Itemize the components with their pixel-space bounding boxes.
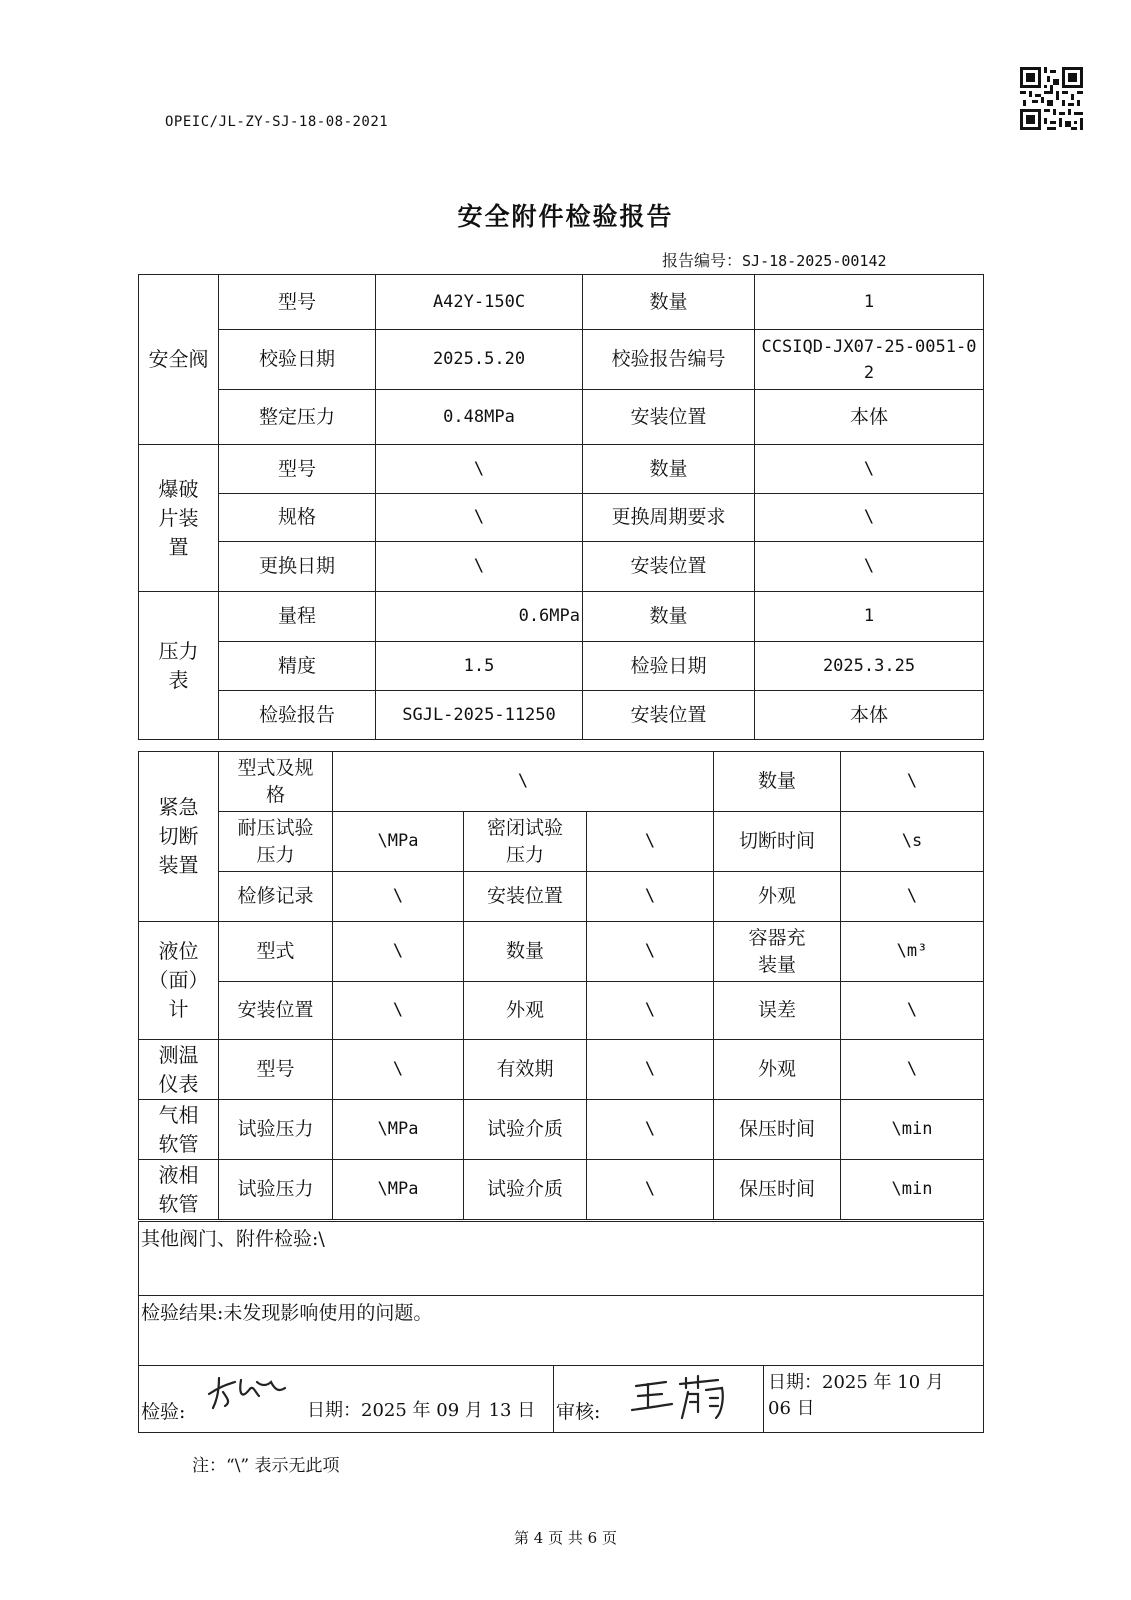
- liquid-hose-test-pressure-label: 试验压力: [219, 1160, 333, 1220]
- inspector-date: 日期：2025 年 09 月 13 日: [307, 1400, 536, 1421]
- pressure-gauge-position-label: 安装位置: [583, 691, 755, 740]
- report-number: [662, 248, 887, 271]
- pressure-gauge-report-value: SGJL-2025-11250: [376, 691, 583, 740]
- safety-valve-model-label: 型号: [219, 275, 376, 330]
- inspection-result-text: 检验结果:未发现影响使用的问题。: [139, 1296, 984, 1366]
- rupture-disc-model-value: \: [376, 445, 583, 494]
- emergency-cutoff-appearance-label: 外观: [714, 872, 841, 922]
- report-number-label: 报告编号：: [662, 251, 743, 270]
- gas-hose-test-pressure-label: 试验压力: [219, 1100, 333, 1160]
- liquid-hose-hold-label: 保压时间: [714, 1160, 841, 1220]
- rupture-disc-qty-label: 数量: [583, 445, 755, 494]
- level-gauge-type-value: \: [333, 922, 464, 982]
- thermometer-appearance-label: 外观: [714, 1040, 841, 1100]
- footnote: 注：“\” 表示无此项: [192, 1456, 340, 1476]
- thermometer-valid-value: \: [587, 1040, 714, 1100]
- emergency-cutoff-withstand-label: 耐压试验压力: [219, 812, 333, 872]
- level-gauge-error-value: \: [841, 982, 984, 1040]
- safety-valve-report-label: 校验报告编号: [583, 330, 755, 390]
- safety-valve-pressure-value: 0.48MPa: [376, 390, 583, 445]
- thermometer-appearance-value: \: [841, 1040, 984, 1100]
- rupture-disc-spec-label: 规格: [219, 494, 376, 542]
- emergency-cutoff-type-label: 型式及规格: [219, 752, 333, 812]
- pressure-gauge-range-value: 0.6MPa: [376, 592, 583, 642]
- gas-hose-category: 气相软管: [139, 1100, 219, 1160]
- level-gauge-category: 液位（面）计: [139, 922, 219, 1040]
- reviewer-date-cell: [764, 1366, 984, 1433]
- emergency-cutoff-type-value: \: [333, 752, 714, 812]
- gas-hose-hold-label: 保压时间: [714, 1100, 841, 1160]
- other-inspection-text: 其他阀门、附件检验:\: [139, 1222, 984, 1296]
- page-footer: 第 4 页 共 6 页: [514, 1529, 617, 1547]
- safety-valve-qty-value: 1: [755, 275, 984, 330]
- safety-valve-position-value: 本体: [755, 390, 984, 445]
- accessory-table-upper: [138, 274, 984, 740]
- pressure-gauge-qty-value: 1: [755, 592, 984, 642]
- level-gauge-position-value: \: [333, 982, 464, 1040]
- safety-valve-category: 安全阀: [139, 275, 219, 445]
- thermometer-model-label: 型号: [219, 1040, 333, 1100]
- emergency-cutoff-position-value: \: [587, 872, 714, 922]
- gas-hose-medium-label: 试验介质: [464, 1100, 587, 1160]
- safety-valve-qty-label: 数量: [583, 275, 755, 330]
- conclusion-table: [138, 1221, 984, 1433]
- emergency-cutoff-time-label: 切断时间: [714, 812, 841, 872]
- liquid-hose-category: 液相软管: [139, 1160, 219, 1220]
- safety-valve-date-label: 校验日期: [219, 330, 376, 390]
- gas-hose-test-pressure-value: \MPa: [333, 1100, 464, 1160]
- gas-hose-medium-value: \: [587, 1100, 714, 1160]
- level-gauge-fill-label: 容器充装量: [714, 922, 841, 982]
- rupture-disc-model-label: 型号: [219, 445, 376, 494]
- level-gauge-fill-value: \m³: [841, 922, 984, 982]
- liquid-hose-hold-value: \min: [841, 1160, 984, 1220]
- thermometer-model-value: \: [333, 1040, 464, 1100]
- pressure-gauge-date-label: 检验日期: [583, 642, 755, 691]
- level-gauge-appearance-value: \: [587, 982, 714, 1040]
- emergency-cutoff-appearance-value: \: [841, 872, 984, 922]
- rupture-disc-period-value: \: [755, 494, 984, 542]
- rupture-disc-position-label: 安装位置: [583, 542, 755, 592]
- level-gauge-qty-label: 数量: [464, 922, 587, 982]
- level-gauge-qty-value: \: [587, 922, 714, 982]
- pressure-gauge-date-value: 2025.3.25: [755, 642, 984, 691]
- reviewer-date-line1: 日期：2025 年 10 月: [768, 1372, 944, 1393]
- rupture-disc-spec-value: \: [376, 494, 583, 542]
- safety-valve-date-value: 2025.5.20: [376, 330, 583, 390]
- level-gauge-error-label: 误差: [714, 982, 841, 1040]
- safety-valve-model-value: A42Y-150C: [376, 275, 583, 330]
- safety-valve-report-value: CCSIQD-JX07-25-0051-02: [755, 330, 984, 390]
- emergency-cutoff-repair-value: \: [333, 872, 464, 922]
- reviewer-signoff: [554, 1366, 764, 1433]
- report-number-value: SJ-18-2025-00142: [742, 252, 887, 270]
- liquid-hose-medium-label: 试验介质: [464, 1160, 587, 1220]
- level-gauge-type-label: 型式: [219, 922, 333, 982]
- emergency-cutoff-category: 紧急切断装置: [139, 752, 219, 922]
- level-gauge-appearance-label: 外观: [464, 982, 587, 1040]
- inspector-label: 检验:: [141, 1401, 186, 1423]
- thermometer-valid-label: 有效期: [464, 1040, 587, 1100]
- rupture-disc-qty-value: \: [755, 445, 984, 494]
- rupture-disc-position-value: \: [755, 542, 984, 592]
- emergency-cutoff-qty-label: 数量: [714, 752, 841, 812]
- emergency-cutoff-seal-label: 密闭试验压力: [464, 812, 587, 872]
- liquid-hose-medium-value: \: [587, 1160, 714, 1220]
- rupture-disc-replace-value: \: [376, 542, 583, 592]
- inspector-signoff: [139, 1366, 554, 1433]
- level-gauge-position-label: 安装位置: [219, 982, 333, 1040]
- emergency-cutoff-position-label: 安装位置: [464, 872, 587, 922]
- inspector-signature-icon: [201, 1372, 291, 1412]
- emergency-cutoff-seal-value: \: [587, 812, 714, 872]
- qr-code-icon: [1020, 67, 1083, 130]
- emergency-cutoff-qty-value: \: [841, 752, 984, 812]
- safety-valve-pressure-label: 整定压力: [219, 390, 376, 445]
- thermometer-category: 测温仪表: [139, 1040, 219, 1100]
- rupture-disc-period-label: 更换周期要求: [583, 494, 755, 542]
- reviewer-label: 审核:: [556, 1401, 601, 1423]
- reviewer-signature-icon: [626, 1368, 736, 1422]
- rupture-disc-category: 爆破片装置: [139, 445, 219, 592]
- emergency-cutoff-withstand-value: \MPa: [333, 812, 464, 872]
- reviewer-date-line2: 06 日: [768, 1398, 815, 1419]
- accessory-table-lower: [138, 751, 984, 1220]
- pressure-gauge-position-value: 本体: [755, 691, 984, 740]
- liquid-hose-test-pressure-value: \MPa: [333, 1160, 464, 1220]
- emergency-cutoff-time-value: \s: [841, 812, 984, 872]
- safety-valve-position-label: 安装位置: [583, 390, 755, 445]
- emergency-cutoff-repair-label: 检修记录: [219, 872, 333, 922]
- report-title: 安全附件检验报告: [457, 202, 674, 231]
- pressure-gauge-range-label: 量程: [219, 592, 376, 642]
- gas-hose-hold-value: \min: [841, 1100, 984, 1160]
- pressure-gauge-qty-label: 数量: [583, 592, 755, 642]
- pressure-gauge-precision-label: 精度: [219, 642, 376, 691]
- document-code: OPEIC/JL-ZY-SJ-18-08-2021: [165, 114, 389, 130]
- rupture-disc-replace-label: 更换日期: [219, 542, 376, 592]
- pressure-gauge-precision-value: 1.5: [376, 642, 583, 691]
- pressure-gauge-category: 压力表: [139, 592, 219, 740]
- pressure-gauge-report-label: 检验报告: [219, 691, 376, 740]
